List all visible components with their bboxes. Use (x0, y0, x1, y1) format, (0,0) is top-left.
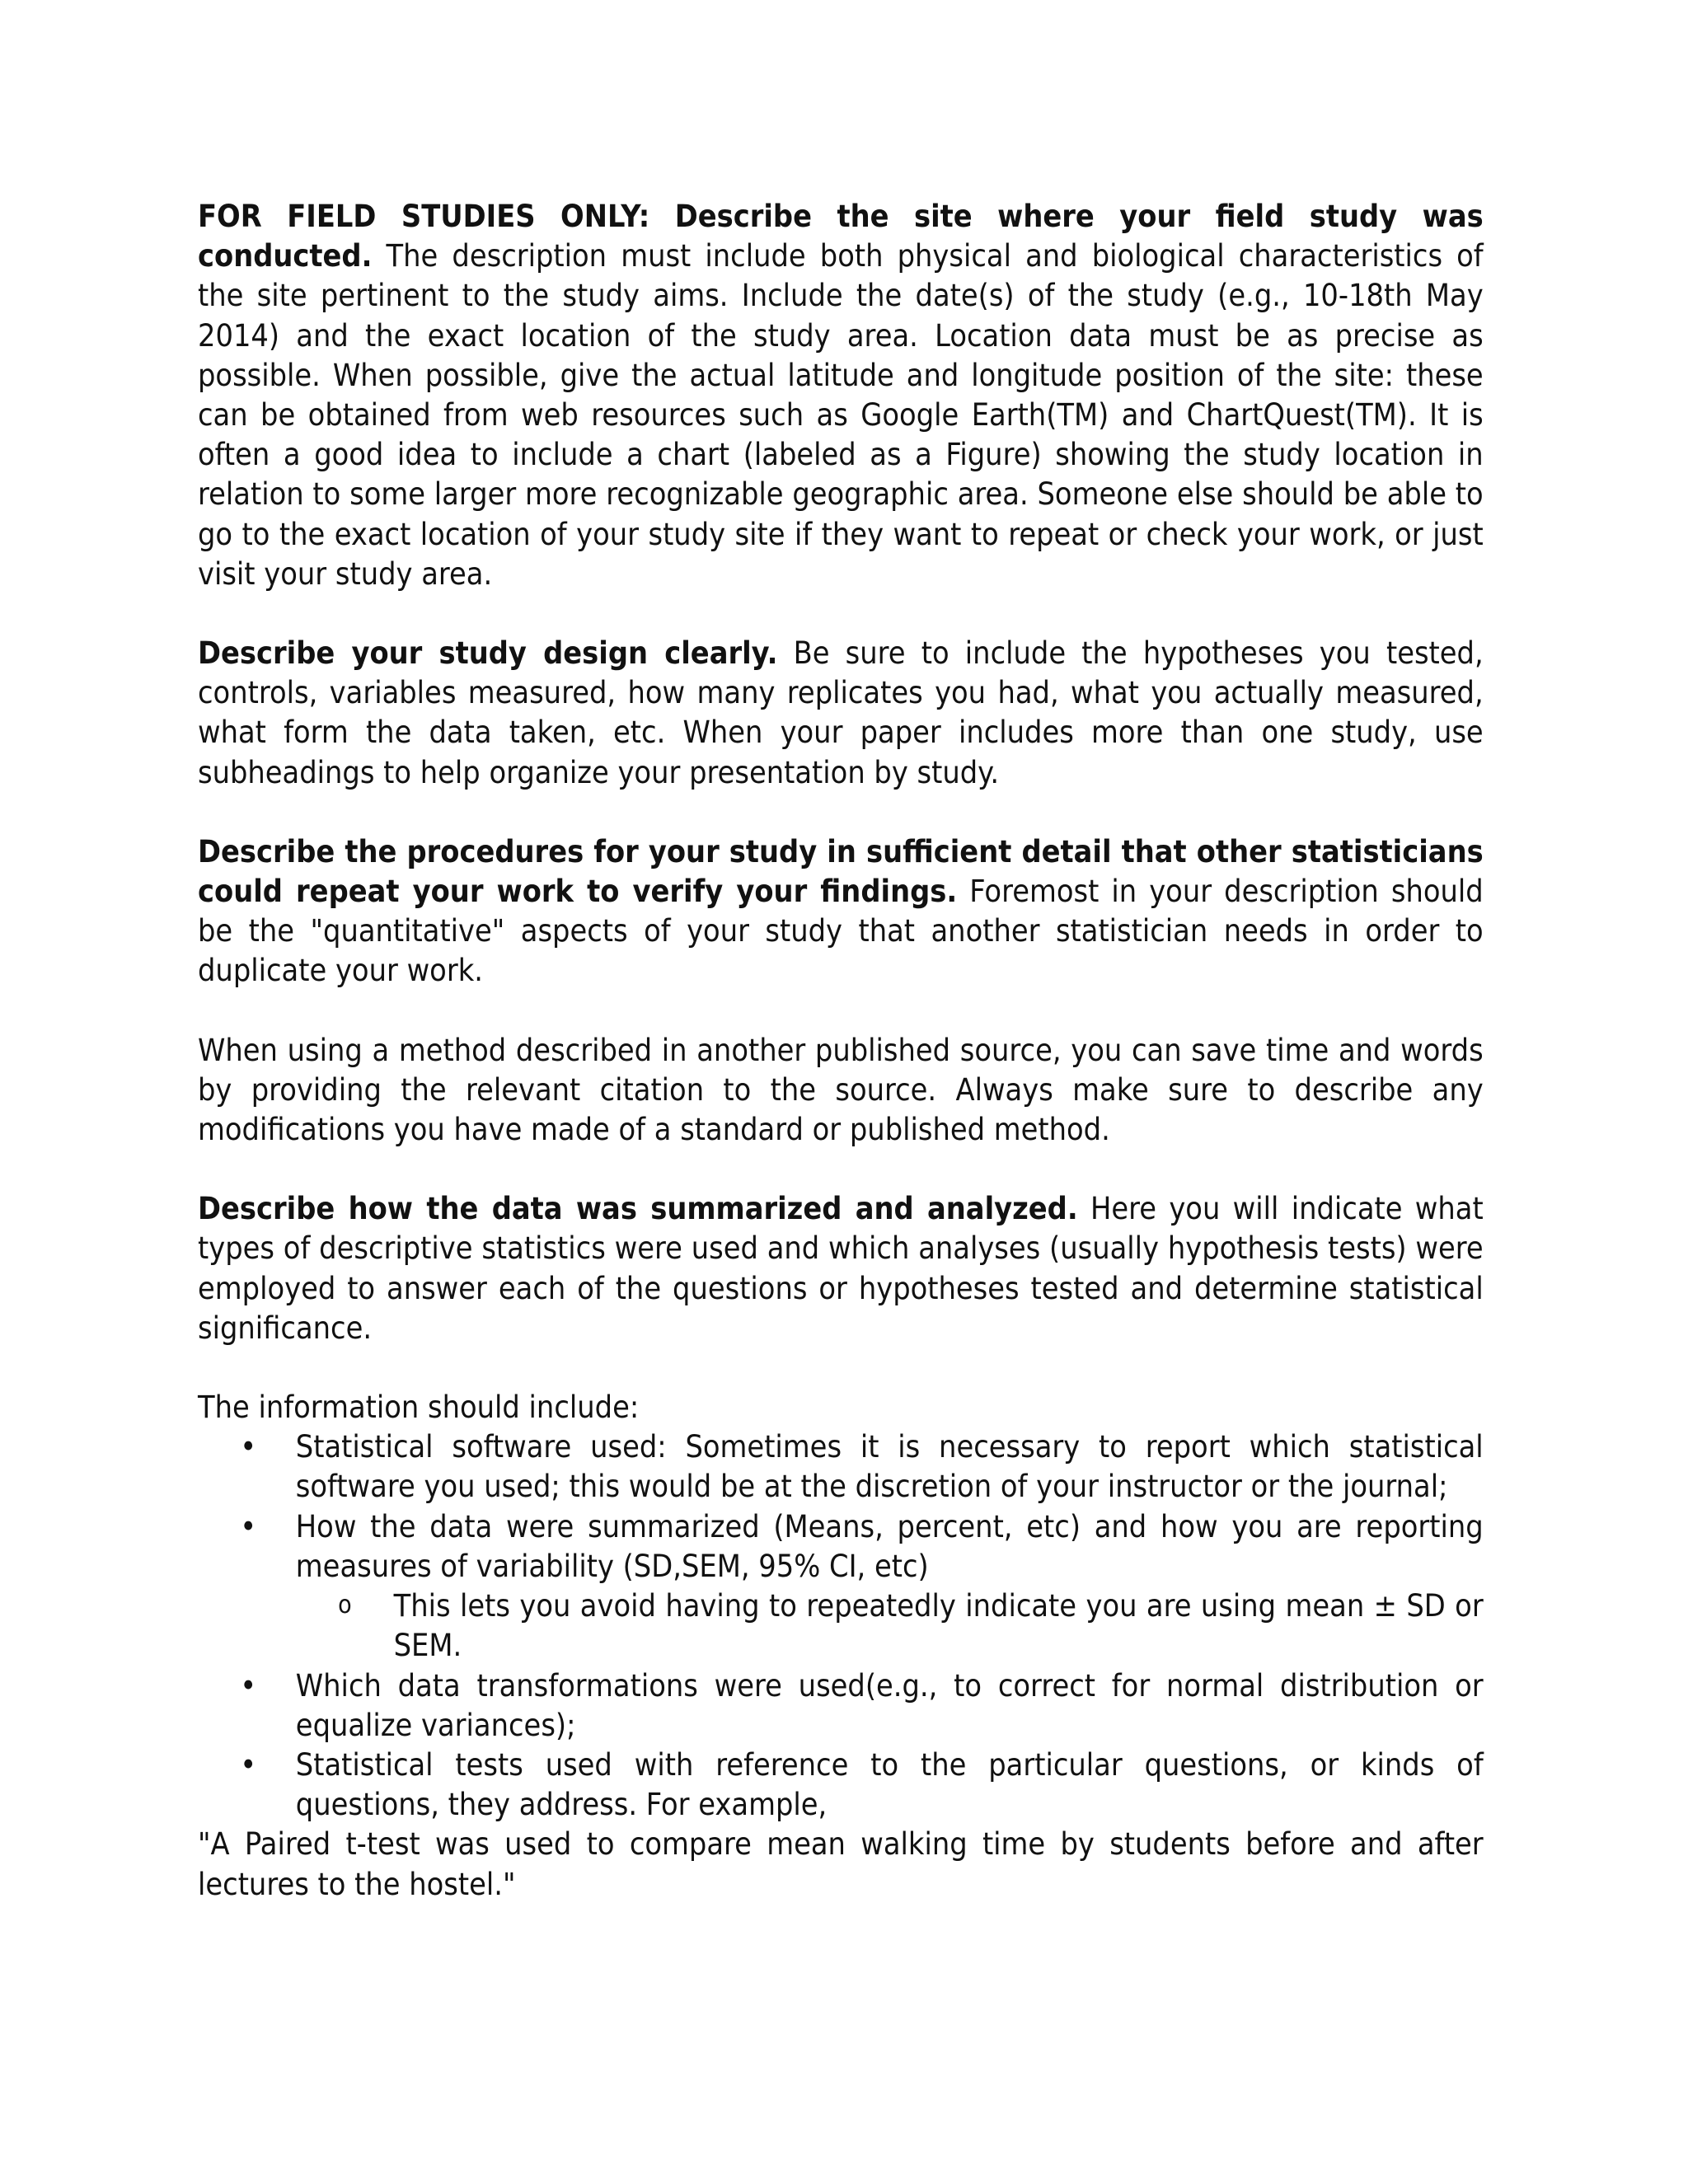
list-item (198, 1427, 1484, 1506)
list-item-text: Statistical tests used with reference to the particular questions, or kinds of questions, they address. For example, (295, 1746, 1484, 1823)
information-lead: The information should include: (198, 1389, 640, 1426)
bullet-icon: • (240, 1666, 257, 1704)
example-quote: "A Paired t-test was used to compare mean walking time by students before and after lectures to the hostel." (198, 1825, 1484, 1902)
list-item-text: Statistical software used: Sometimes it is necessary to report which statistical software you used; this would be at the discretion of your instructor or the journal; (295, 1428, 1484, 1505)
field-site-paragraph (198, 196, 1484, 593)
study-design-heading: Describe your study design clearly. (198, 635, 778, 672)
method-citation-text: When using a method described in another published source, you can save time and words by providing the relevant citation to the source. Always make sure to describe any modifications you have made of a standard or published method. (198, 1031, 1484, 1148)
bullet-icon: • (240, 1428, 257, 1465)
analysis-paragraph (198, 1188, 1484, 1347)
procedures-heading: Describe the procedures for your study in sufficient detail that other statisticians could repeat your work to verify your findings. (198, 832, 1484, 910)
procedures-text: Foremost in your description should be the "quantitative" aspects of your study that another statistician needs in order to duplicate your work. (198, 873, 1484, 989)
sub-list-item-text: This lets you avoid having to repeatedly indicate you are using mean ± SD or SEM. (393, 1587, 1484, 1664)
list-item (198, 1507, 1484, 1666)
study-design-paragraph (198, 633, 1484, 792)
procedures-paragraph (198, 832, 1484, 991)
field-site-text: The description must include both physical and biological characteristics of the site pertinent to the study aims. Include the date(s) of the study (e.g., 10-18th May 2014) and the exact location of the study area. Location data must be as precise as possible. When possible, give the actual latitude and longitude position of the site: these can be obtained from web resources such as Google Earth(TM) and ChartQuest(TM). It is often a good idea to include a chart (labeled as a Figure) showing the study location in relation to some larger more recognizable geographic area. Someone else should be able to go to the exact location of your study site if they want to repeat or check your work, or just visit your study area. (198, 237, 1484, 592)
circle-bullet-icon: o (338, 1591, 352, 1620)
bullet-icon: • (240, 1746, 257, 1783)
analysis-text: Here you will indicate what types of descriptive statistics were used and which analyses (usually hypothesis tests) were employed to answer each of the questions or hypotheses tested and determine statistical significance. (198, 1190, 1484, 1346)
sub-list-item (296, 1586, 1484, 1665)
list-item (198, 1666, 1484, 1745)
study-design-text: Be sure to include the hypotheses you tested, controls, variables measured, how many replicates you had, what you actually measured, what form the data taken, etc. When your paper includes more than one study, use subheadings to help organize your presentation by study. (198, 635, 1484, 790)
list-item (198, 1745, 1484, 1824)
field-site-heading: FOR FIELD STUDIES ONLY: Describe the site where your field study was conducted. (198, 198, 1484, 274)
list-item-text: How the data were summarized (Means, percent, etc) and how you are reporting measures of variability (SD,SEM, 95% CI, etc) (295, 1507, 1484, 1584)
analysis-heading: Describe how the data was summarized and analyzed. (198, 1190, 1078, 1227)
bullet-icon: • (240, 1507, 257, 1544)
method-citation-paragraph (198, 1030, 1484, 1150)
information-list (198, 1427, 1484, 1824)
list-item-text: Which data transformations were used(e.g., to correct for normal distribution or equalize variances); (295, 1666, 1484, 1743)
document-page (198, 196, 1484, 1904)
sub-list (296, 1586, 1484, 1665)
